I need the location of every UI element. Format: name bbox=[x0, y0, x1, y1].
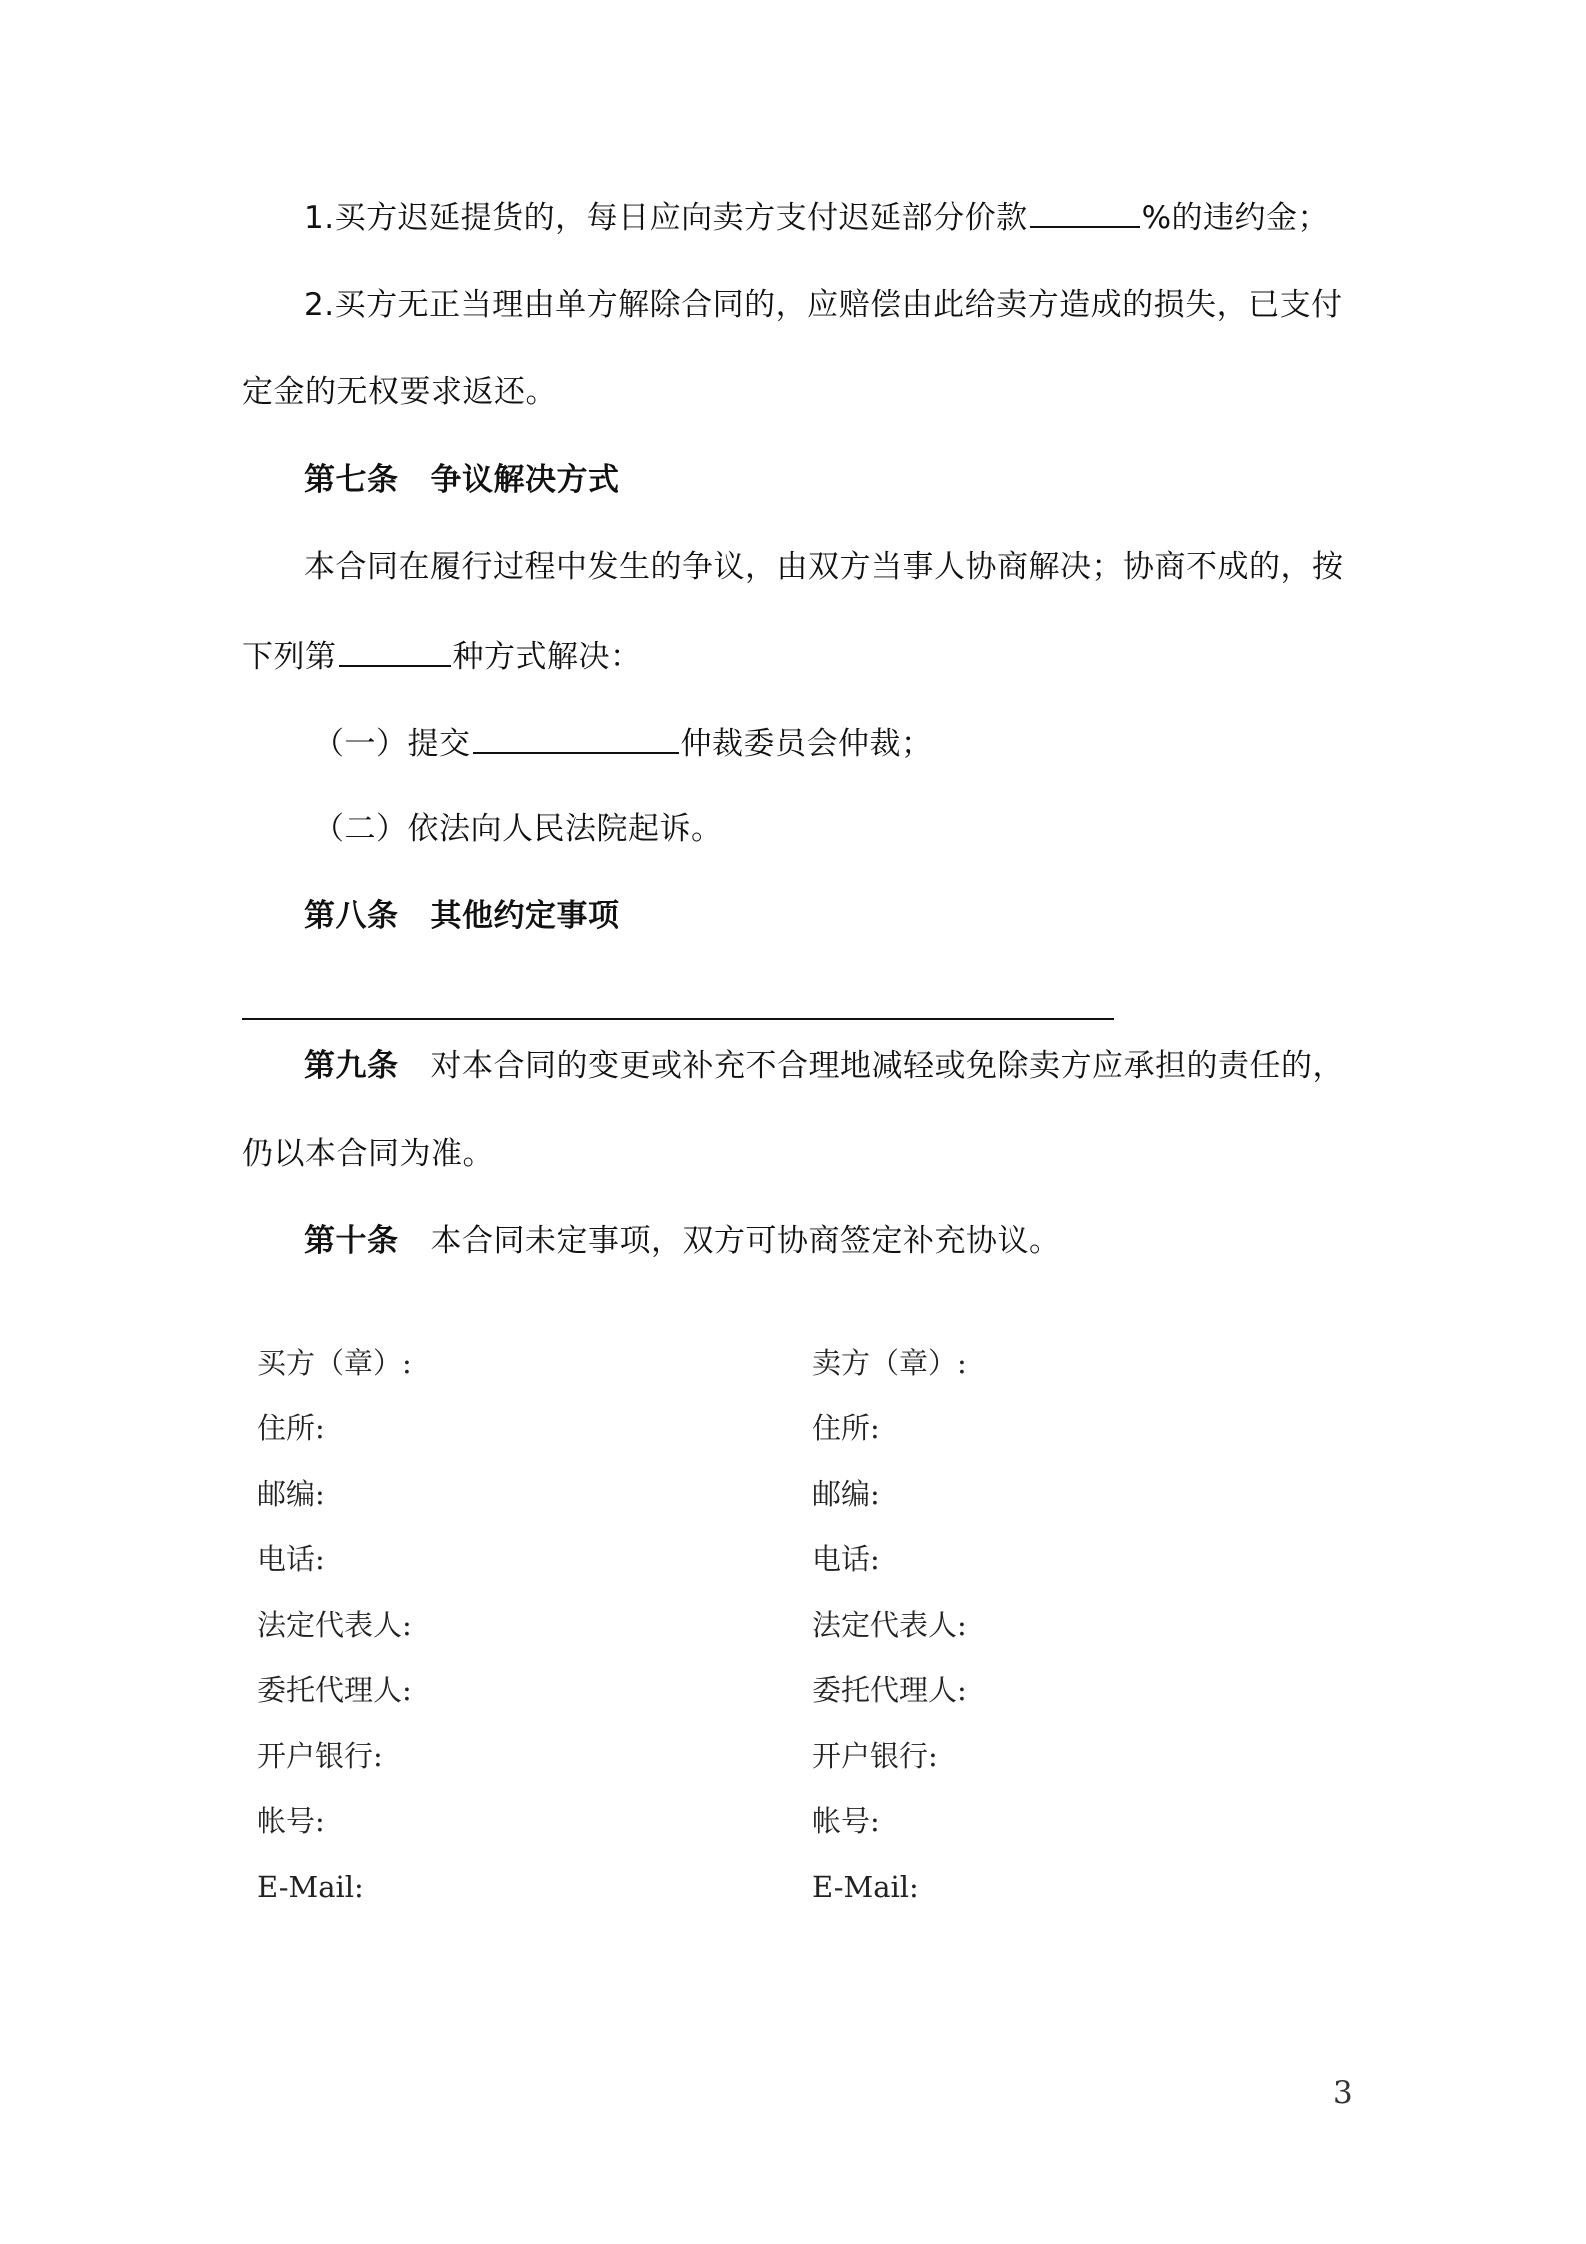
resolution-method-blank[interactable] bbox=[339, 635, 451, 667]
clause-text: 本合同未定事项，双方可协商签定补充协议。 bbox=[430, 1223, 1061, 1259]
penalty-rate-blank[interactable] bbox=[1030, 196, 1140, 228]
article-7-body bbox=[304, 547, 1344, 587]
article-9-cont bbox=[242, 1134, 494, 1174]
buyer-account-label: 帐号: bbox=[257, 1804, 325, 1838]
clause-buyer-termination bbox=[304, 285, 1343, 325]
buyer-phone-label: 电话: bbox=[257, 1542, 325, 1576]
article-7-body-cont bbox=[242, 635, 642, 677]
clause-text: 种方式解决： bbox=[452, 639, 642, 675]
seller-legal-rep-label: 法定代表人: bbox=[812, 1608, 967, 1642]
article-7-heading bbox=[304, 460, 620, 500]
article-7-option-2 bbox=[313, 809, 723, 849]
article-title: 其他约定事项 bbox=[430, 898, 620, 934]
clause-text: （一）提交 bbox=[313, 726, 471, 762]
clause-buyer-late-pickup bbox=[304, 196, 1329, 238]
clause-buyer-termination-cont bbox=[242, 372, 557, 412]
article-title: 争议解决方式 bbox=[430, 462, 620, 498]
clause-text: （二）依法向人民法院起诉。 bbox=[313, 811, 723, 847]
buyer-email-label: E-Mail: bbox=[257, 1870, 364, 1904]
article-label: 第十条 bbox=[304, 1223, 399, 1259]
article-9 bbox=[304, 1046, 1344, 1086]
clause-text: %的违约金； bbox=[1141, 200, 1330, 236]
clause-text: 2.买方无正当理由单方解除合同的，应赔偿由此给卖方造成的损失，已支付 bbox=[304, 287, 1343, 323]
buyer-party-label: 买方（章）: bbox=[257, 1346, 412, 1380]
article-10 bbox=[304, 1221, 1061, 1261]
buyer-agent-label: 委托代理人: bbox=[257, 1673, 412, 1707]
seller-agent-label: 委托代理人: bbox=[812, 1673, 967, 1707]
article-7-option-1 bbox=[313, 722, 933, 764]
seller-postcode-label: 邮编: bbox=[812, 1477, 880, 1511]
seller-address-label: 住所: bbox=[812, 1411, 880, 1445]
arbitration-commission-blank[interactable] bbox=[473, 722, 679, 754]
seller-phone-label: 电话: bbox=[812, 1542, 880, 1576]
article-label: 第七条 bbox=[304, 462, 399, 498]
clause-text: 1.买方迟延提货的，每日应向卖方支付迟延部分价款 bbox=[304, 200, 1028, 236]
clause-text: 下列第 bbox=[242, 639, 337, 675]
buyer-postcode-label: 邮编: bbox=[257, 1477, 325, 1511]
seller-account-label: 帐号: bbox=[812, 1804, 880, 1838]
article-label: 第九条 bbox=[304, 1048, 399, 1084]
article-8-heading bbox=[304, 896, 620, 936]
seller-bank-label: 开户银行: bbox=[812, 1739, 938, 1773]
seller-email-label: E-Mail: bbox=[812, 1870, 919, 1904]
article-label: 第八条 bbox=[304, 898, 399, 934]
other-terms-blank-line[interactable] bbox=[242, 1018, 1114, 1020]
clause-text: 仲裁委员会仲裁； bbox=[680, 726, 933, 762]
clause-text: 仍以本合同为准。 bbox=[242, 1136, 494, 1172]
page-number: 3 bbox=[1333, 2075, 1353, 2111]
buyer-bank-label: 开户银行: bbox=[257, 1739, 383, 1773]
buyer-legal-rep-label: 法定代表人: bbox=[257, 1608, 412, 1642]
buyer-address-label: 住所: bbox=[257, 1411, 325, 1445]
clause-text: 本合同在履行过程中发生的争议，由双方当事人协商解决；协商不成的，按 bbox=[304, 549, 1344, 585]
clause-text: 定金的无权要求返还。 bbox=[242, 374, 557, 410]
clause-text: 对本合同的变更或补充不合理地减轻或免除卖方应承担的责任的， bbox=[430, 1048, 1344, 1084]
seller-party-label: 卖方（章）: bbox=[812, 1346, 967, 1380]
